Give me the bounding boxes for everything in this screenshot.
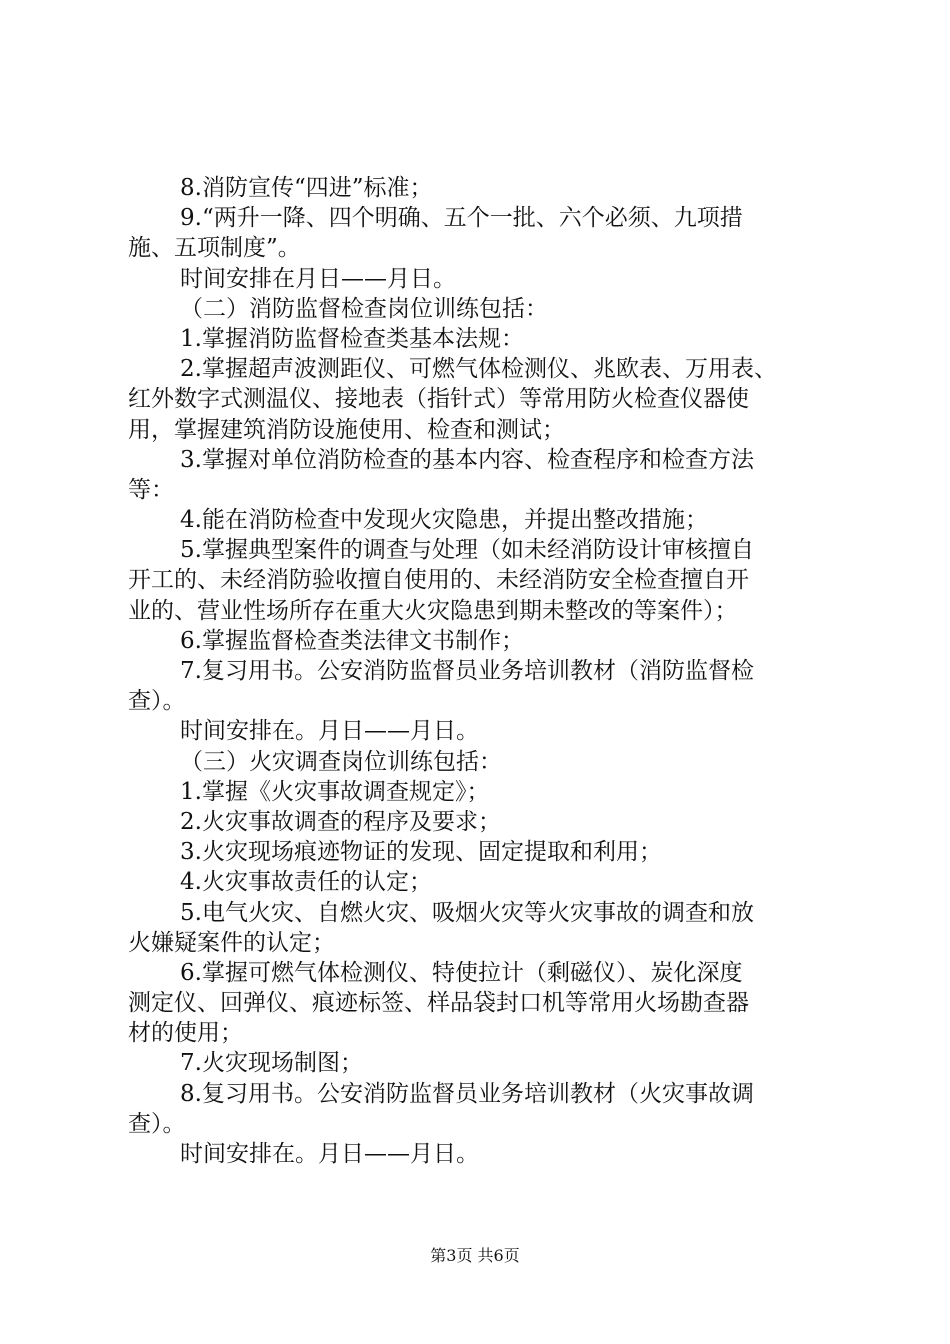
text-line: 1.掌握消防监督检查类基本法规： bbox=[180, 325, 524, 352]
text-line: 9.“两升一降、四个明确、五个一批、六个必须、九项措 bbox=[180, 205, 743, 232]
text-line: 4.火灾事故责任的认定； bbox=[180, 869, 432, 896]
text-line: 4.能在消防检查中发现火灾隐患，并提出整改措施； bbox=[180, 507, 708, 534]
text-line: 火嫌疑案件的认定； bbox=[128, 929, 335, 956]
text-line: 3.火灾现场痕迹物证的发现、固定提取和利用； bbox=[180, 839, 662, 866]
text-line: 施、五项制度”。 bbox=[128, 235, 301, 262]
text-line: 5.电气火灾、自燃火灾、吸烟火灾等火灾事故的调查和放 bbox=[180, 899, 754, 926]
text-line: 红外数字式测温仪、接地表（指针式）等常用防火检查仪器使 bbox=[128, 386, 749, 413]
text-line: 查）。 bbox=[128, 1110, 186, 1137]
text-line: 时间安排在。月日——月日。 bbox=[180, 718, 479, 745]
text-line: 7.火灾现场制图； bbox=[180, 1050, 363, 1077]
text-line: 6.掌握可燃气体检测仪、特使拉计（剩磁仪）、炭化深度 bbox=[180, 959, 743, 986]
text-line: 5.掌握典型案件的调查与处理（如未经消防设计审核擅自 bbox=[180, 537, 754, 564]
text-line: 用，掌握建筑消防设施使用、检查和测试； bbox=[128, 416, 565, 443]
page-footer: 第3页 共6页 bbox=[430, 1246, 520, 1265]
text-line: 开工的、未经消防验收擅自使用的、未经消防安全检查擅自开 bbox=[128, 567, 749, 594]
text-line: （三）火灾调查岗位训练包括： bbox=[180, 748, 502, 775]
text-line: 材的使用； bbox=[128, 1020, 243, 1047]
text-line: 查）。 bbox=[128, 688, 186, 715]
document-body bbox=[128, 173, 834, 1169]
text-line: 2.掌握超声波测距仪、可燃气体检测仪、兆欧表、万用表、 bbox=[180, 356, 777, 383]
text-line: 时间安排在月日——月日。 bbox=[180, 265, 456, 292]
text-line: 6.掌握监督检查类法律文书制作； bbox=[180, 627, 524, 654]
text-line: 2.火灾事故调查的程序及要求； bbox=[180, 808, 501, 835]
text-line: 3.掌握对单位消防检查的基本内容、检查程序和检查方法 bbox=[180, 446, 754, 473]
text-line: （二）消防监督检查岗位训练包括： bbox=[180, 295, 548, 322]
text-line: 7.复习用书。公安消防监督员业务培训教材（消防监督检 bbox=[180, 658, 754, 684]
text-line: 时间安排在。月日——月日。 bbox=[180, 1141, 479, 1167]
text-line: 等： bbox=[128, 476, 174, 503]
text-line: 8.消防宣传“四进”标准； bbox=[180, 175, 433, 201]
text-line: 8.复习用书。公安消防监督员业务培训教材（火灾事故调 bbox=[180, 1080, 754, 1107]
text-line: 业的、营业性场所存在重大火灾隐患到期未整改的等案件）； bbox=[128, 597, 738, 624]
text-line: 1.掌握《火灾事故调查规定》； bbox=[180, 778, 490, 805]
text-line: 测定仪、回弹仪、痕迹标签、样品袋封口机等常用火场勘查器 bbox=[128, 990, 749, 1017]
